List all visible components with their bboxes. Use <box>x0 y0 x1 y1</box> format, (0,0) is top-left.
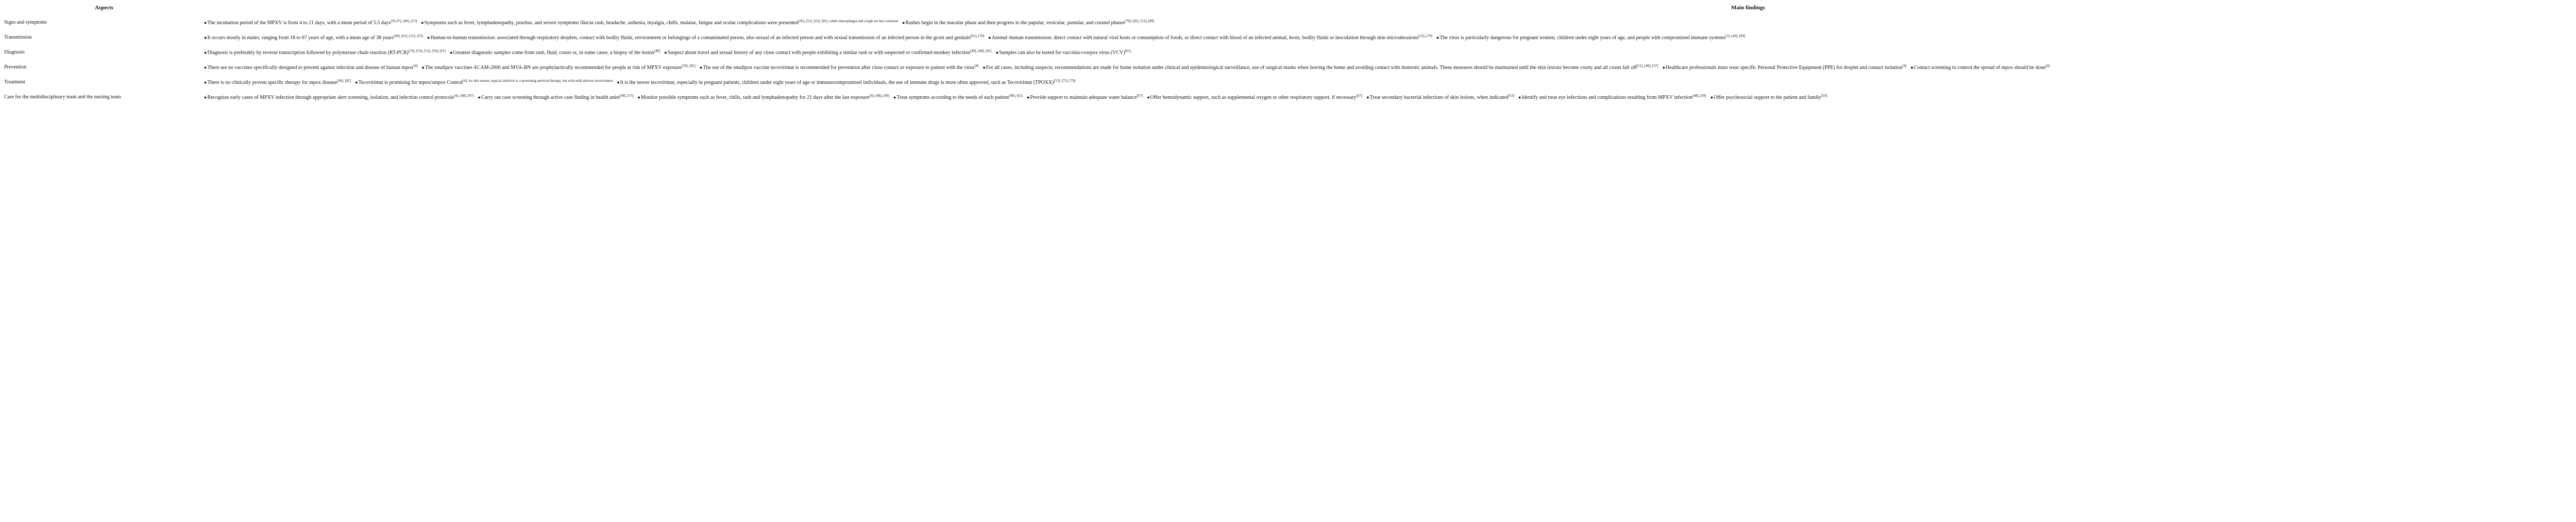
finding-text: Monitor possible symptoms such as fever, chills, rash and lymphadenopathy for 21 days after the last exposure <box>641 95 870 100</box>
citation-refs: [4] <box>1902 63 1907 68</box>
finding-text: Identify and treat eye infections and complications resulting from MPXV infection <box>1521 95 1692 100</box>
finding-text: Greatest diagnostic samples come from rash, fluid, crusts or, in some cases, a biopsy of the lesion <box>453 50 654 56</box>
bullet-icon: ● <box>1910 65 1913 70</box>
finding-item <box>996 50 1132 56</box>
bullet-icon: ● <box>1662 65 1666 70</box>
finding-text: Human-to-human transmission: associated through respiratory droplets, contact with bodily fluids, environment or belongings of a contaminated person, also sexual of an infected person and with sexual transmission of an infected person in the groin and genitals <box>430 35 971 41</box>
finding-item <box>421 20 899 26</box>
finding-item <box>1710 95 1828 100</box>
finding-text: For all cases, including suspects, recommendations are made for home isolation under clinical and epidemiological surveillance, use of surgical masks when leaving the home and avoiding contact with domestic animals. These measures should be maintained until the skin lesions become crusty and all crusts fall off <box>986 65 1637 71</box>
finding-text: Diagnosis is preferably by reverse transcription followed by polymerase chain reaction (RT-PCR) <box>207 50 409 56</box>
finding-item <box>1910 65 2050 71</box>
table-row <box>4 15 2576 30</box>
finding-item <box>988 35 1433 41</box>
finding-text: Carry out case screening through active case finding in health units <box>481 95 620 100</box>
finding-item <box>1663 65 1908 71</box>
finding-text: Contact screening to control the spread of mpox should be done <box>1913 65 2046 71</box>
citation-refs: [61], [79] <box>970 33 985 38</box>
bullet-icon: ● <box>988 35 991 40</box>
finding-item <box>1027 95 1144 100</box>
finding-text: Treat symptoms according to the needs of each patient <box>896 95 1009 100</box>
bullet-icon: ● <box>204 35 207 40</box>
citation-refs: [61] <box>1125 48 1131 53</box>
bullet-icon: ● <box>1710 95 1714 100</box>
bullet-icon: ● <box>450 50 453 55</box>
citation-refs: [53], [75], [79] <box>1054 78 1076 83</box>
finding-text: The smallpox vaccines ACAM-2000 and MVA-BN are prophylactically recommended for people at risk of MPXV exposure <box>425 65 682 71</box>
finding-text: The incubation period of the MPXV is from 4 to 21 days, with a mean period of 5.5 days <box>207 20 391 26</box>
finding-text: Treat secondary bacterial infections of skin lesions, when indicated <box>1369 95 1509 100</box>
citation-refs: [48], [61] <box>1009 93 1023 98</box>
citation-refs: [40], [48], [81] <box>970 48 992 53</box>
finding-text: It is the newer tecovirimat, especially in pregnant patients, children under eight years of age or immunocompromised individuals, the use of immune drugs is more often approved, such as Tecovirimat (TPOXX) <box>620 80 1054 85</box>
bullet-icon: ● <box>421 65 425 70</box>
bullet-icon: ● <box>1027 95 1030 100</box>
finding-item <box>1147 95 1363 100</box>
finding-item <box>478 95 635 100</box>
findings-cell <box>204 75 2576 90</box>
finding-text: Recognize early cases of MPXV infection through appropriate alert screening, isolation, and infection control protocols <box>207 95 454 100</box>
finding-text: There is no clinically proven specific therapy for mpox disease <box>207 80 337 85</box>
citation-refs: [48], [57] <box>619 93 634 98</box>
aspect-cell: Care for the multidisciplinary team and the nursing team <box>4 94 121 100</box>
bullet-icon: ● <box>204 20 207 25</box>
findings-cell <box>204 30 2576 45</box>
aspect-cell: Diagnosis <box>4 49 25 55</box>
header-aspects: Aspects <box>94 5 114 11</box>
finding-item <box>983 65 1659 71</box>
findings-cell <box>204 60 2576 75</box>
finding-item <box>617 80 1076 85</box>
aspect-cell: Prevention <box>4 64 27 70</box>
table-row <box>4 90 2576 105</box>
bullet-icon: ● <box>1436 35 1439 40</box>
finding-item <box>427 35 985 41</box>
finding-item <box>1436 35 1747 41</box>
finding-item <box>1518 95 1707 100</box>
finding-text: Rashes begin in the macular phase and then progress to the papular, vesicular, pustular, and crusted phases <box>905 20 1125 26</box>
finding-item <box>355 80 614 85</box>
table-row <box>4 60 2576 75</box>
table-header-row <box>4 2 2576 15</box>
finding-item <box>1366 95 1515 100</box>
citation-refs: [4] <box>2045 63 2050 68</box>
finding-text: Samples can also be tested for vaccinia-cowpox virus (VCV) <box>999 50 1125 56</box>
citation-refs: [4] <box>974 63 979 68</box>
citation-refs: [48], [59] <box>1692 93 1706 98</box>
bullet-icon: ● <box>1147 95 1150 100</box>
finding-text: The use of the smallpox vaccine tecovirimat is recommended for prevention after close contact or exposure to patient with the virus <box>703 65 975 71</box>
citation-refs: [49], [82] <box>337 78 351 83</box>
finding-item <box>638 95 890 100</box>
finding-text: Tecovirimat is promising for mpox/smpox Control <box>358 80 463 85</box>
bullet-icon: ● <box>478 95 481 100</box>
citation-refs: [33], [53], [53], [59], [61] <box>408 48 446 53</box>
finding-text: The virus is particularly dangerous for pregnant women, children under eight years of age, and people with compromised immune systems <box>1439 35 1725 41</box>
finding-item <box>204 95 475 100</box>
citation-refs: [4] <box>413 63 418 68</box>
finding-item <box>893 95 1024 100</box>
table-row <box>4 75 2576 90</box>
citation-refs: [36,37], [40], [53] <box>391 19 417 23</box>
citation-refs: [36], [51], [61], [81], while enterophagia and cough are less common <box>798 19 899 23</box>
table-body <box>4 15 2576 105</box>
finding-item <box>902 20 1155 26</box>
table-row <box>4 45 2576 60</box>
finding-item <box>204 35 424 41</box>
finding-item <box>204 80 352 85</box>
bullet-icon: ● <box>427 35 430 40</box>
citation-refs: [4], for this reason, topical cidofovir is a promising antiviral therapy, but with mild adverse involvement <box>462 78 613 83</box>
bullet-icon: ● <box>421 20 424 25</box>
finding-text: Symptoms such as fever, lymphadenopathy, pruritus, and severe symptoms like/as rash, headache, asthenia, myalgia, chills, malaise, fatigue and ocular complications were presented <box>424 20 799 26</box>
aspect-cell: Signs and symptoms <box>4 20 47 25</box>
bullet-icon: ● <box>204 65 207 70</box>
citation-refs: [49], [61], [25], [53] <box>393 33 423 38</box>
bullet-icon: ● <box>204 50 207 55</box>
citation-refs: [50] <box>1821 93 1827 98</box>
finding-item <box>421 65 696 71</box>
finding-item <box>700 65 980 71</box>
finding-item <box>664 50 993 56</box>
bullet-icon: ● <box>204 95 207 100</box>
table-row <box>4 30 2576 45</box>
finding-item <box>204 20 418 26</box>
citation-refs: [67] <box>1356 93 1363 98</box>
citation-refs: [53] <box>1508 93 1515 98</box>
bullet-icon: ● <box>355 80 358 85</box>
bullet-icon: ● <box>664 50 667 55</box>
findings-cell <box>204 45 2576 60</box>
aspect-cell: Transmission <box>4 34 32 40</box>
finding-text: Animal–human transmission: direct contact with natural viral hosts or consumption of foods, or direct contact with blood of an infected animal, hosts, bodily fluids or inoculation through skin microabrasions <box>991 35 1419 41</box>
bullet-icon: ● <box>902 20 905 25</box>
citation-refs: [67] <box>1137 93 1143 98</box>
citation-refs: [53], [79] <box>1418 33 1432 38</box>
finding-text: Offer hemodynamic support, such as supplemental oxygen or other respiratory support, if necessary <box>1150 95 1357 100</box>
finding-text: Offer psychosocial support to the patient and family <box>1714 95 1821 100</box>
citation-refs: [48] <box>654 48 660 53</box>
citation-refs: [51], [40], [57] <box>1636 63 1658 68</box>
bullet-icon: ● <box>982 65 986 70</box>
finding-text: There are no vaccines specifically designed to prevent against infection and disease of human mpox <box>207 65 414 71</box>
finding-text: It occurs mostly in males, ranging from 18 to 67 years of age, with a mean age of 38 years <box>207 35 394 41</box>
finding-item <box>450 50 661 56</box>
header-main-findings: Main findings <box>1731 5 1765 11</box>
citation-refs: [79], [82], [53], [89] <box>1125 19 1155 23</box>
finding-text: Healthcare professionals must wear specific Personal Protective Equipment (PPE) for droplet and contact isolation <box>1666 65 1903 71</box>
bullet-icon: ● <box>204 80 207 85</box>
bullet-icon: ● <box>1518 95 1521 100</box>
findings-table <box>4 2 2576 105</box>
bullet-icon: ● <box>995 50 999 55</box>
bullet-icon: ● <box>637 95 641 100</box>
finding-item <box>204 65 418 71</box>
citation-refs: [4], [48], [67] <box>454 93 474 98</box>
findings-cell <box>204 15 2576 30</box>
bullet-icon: ● <box>617 80 620 85</box>
bullet-icon: ● <box>699 65 703 70</box>
finding-text: Suspect about travel and sexual history of any close contact with people exhibiting a similar rash or with suspected or confirmed monkey infection <box>667 50 970 56</box>
citation-refs: [3], [40], [89] <box>1725 33 1745 38</box>
aspect-cell: Treatment <box>4 79 25 85</box>
finding-text: Provide support to maintain adequate water balance <box>1030 95 1137 100</box>
citation-refs: [4], [48], [49] <box>869 93 889 98</box>
finding-item <box>204 50 447 56</box>
citation-refs: [59], [81] <box>682 63 696 68</box>
bullet-icon: ● <box>893 95 896 100</box>
findings-cell <box>204 90 2576 105</box>
bullet-icon: ● <box>1366 95 1369 100</box>
